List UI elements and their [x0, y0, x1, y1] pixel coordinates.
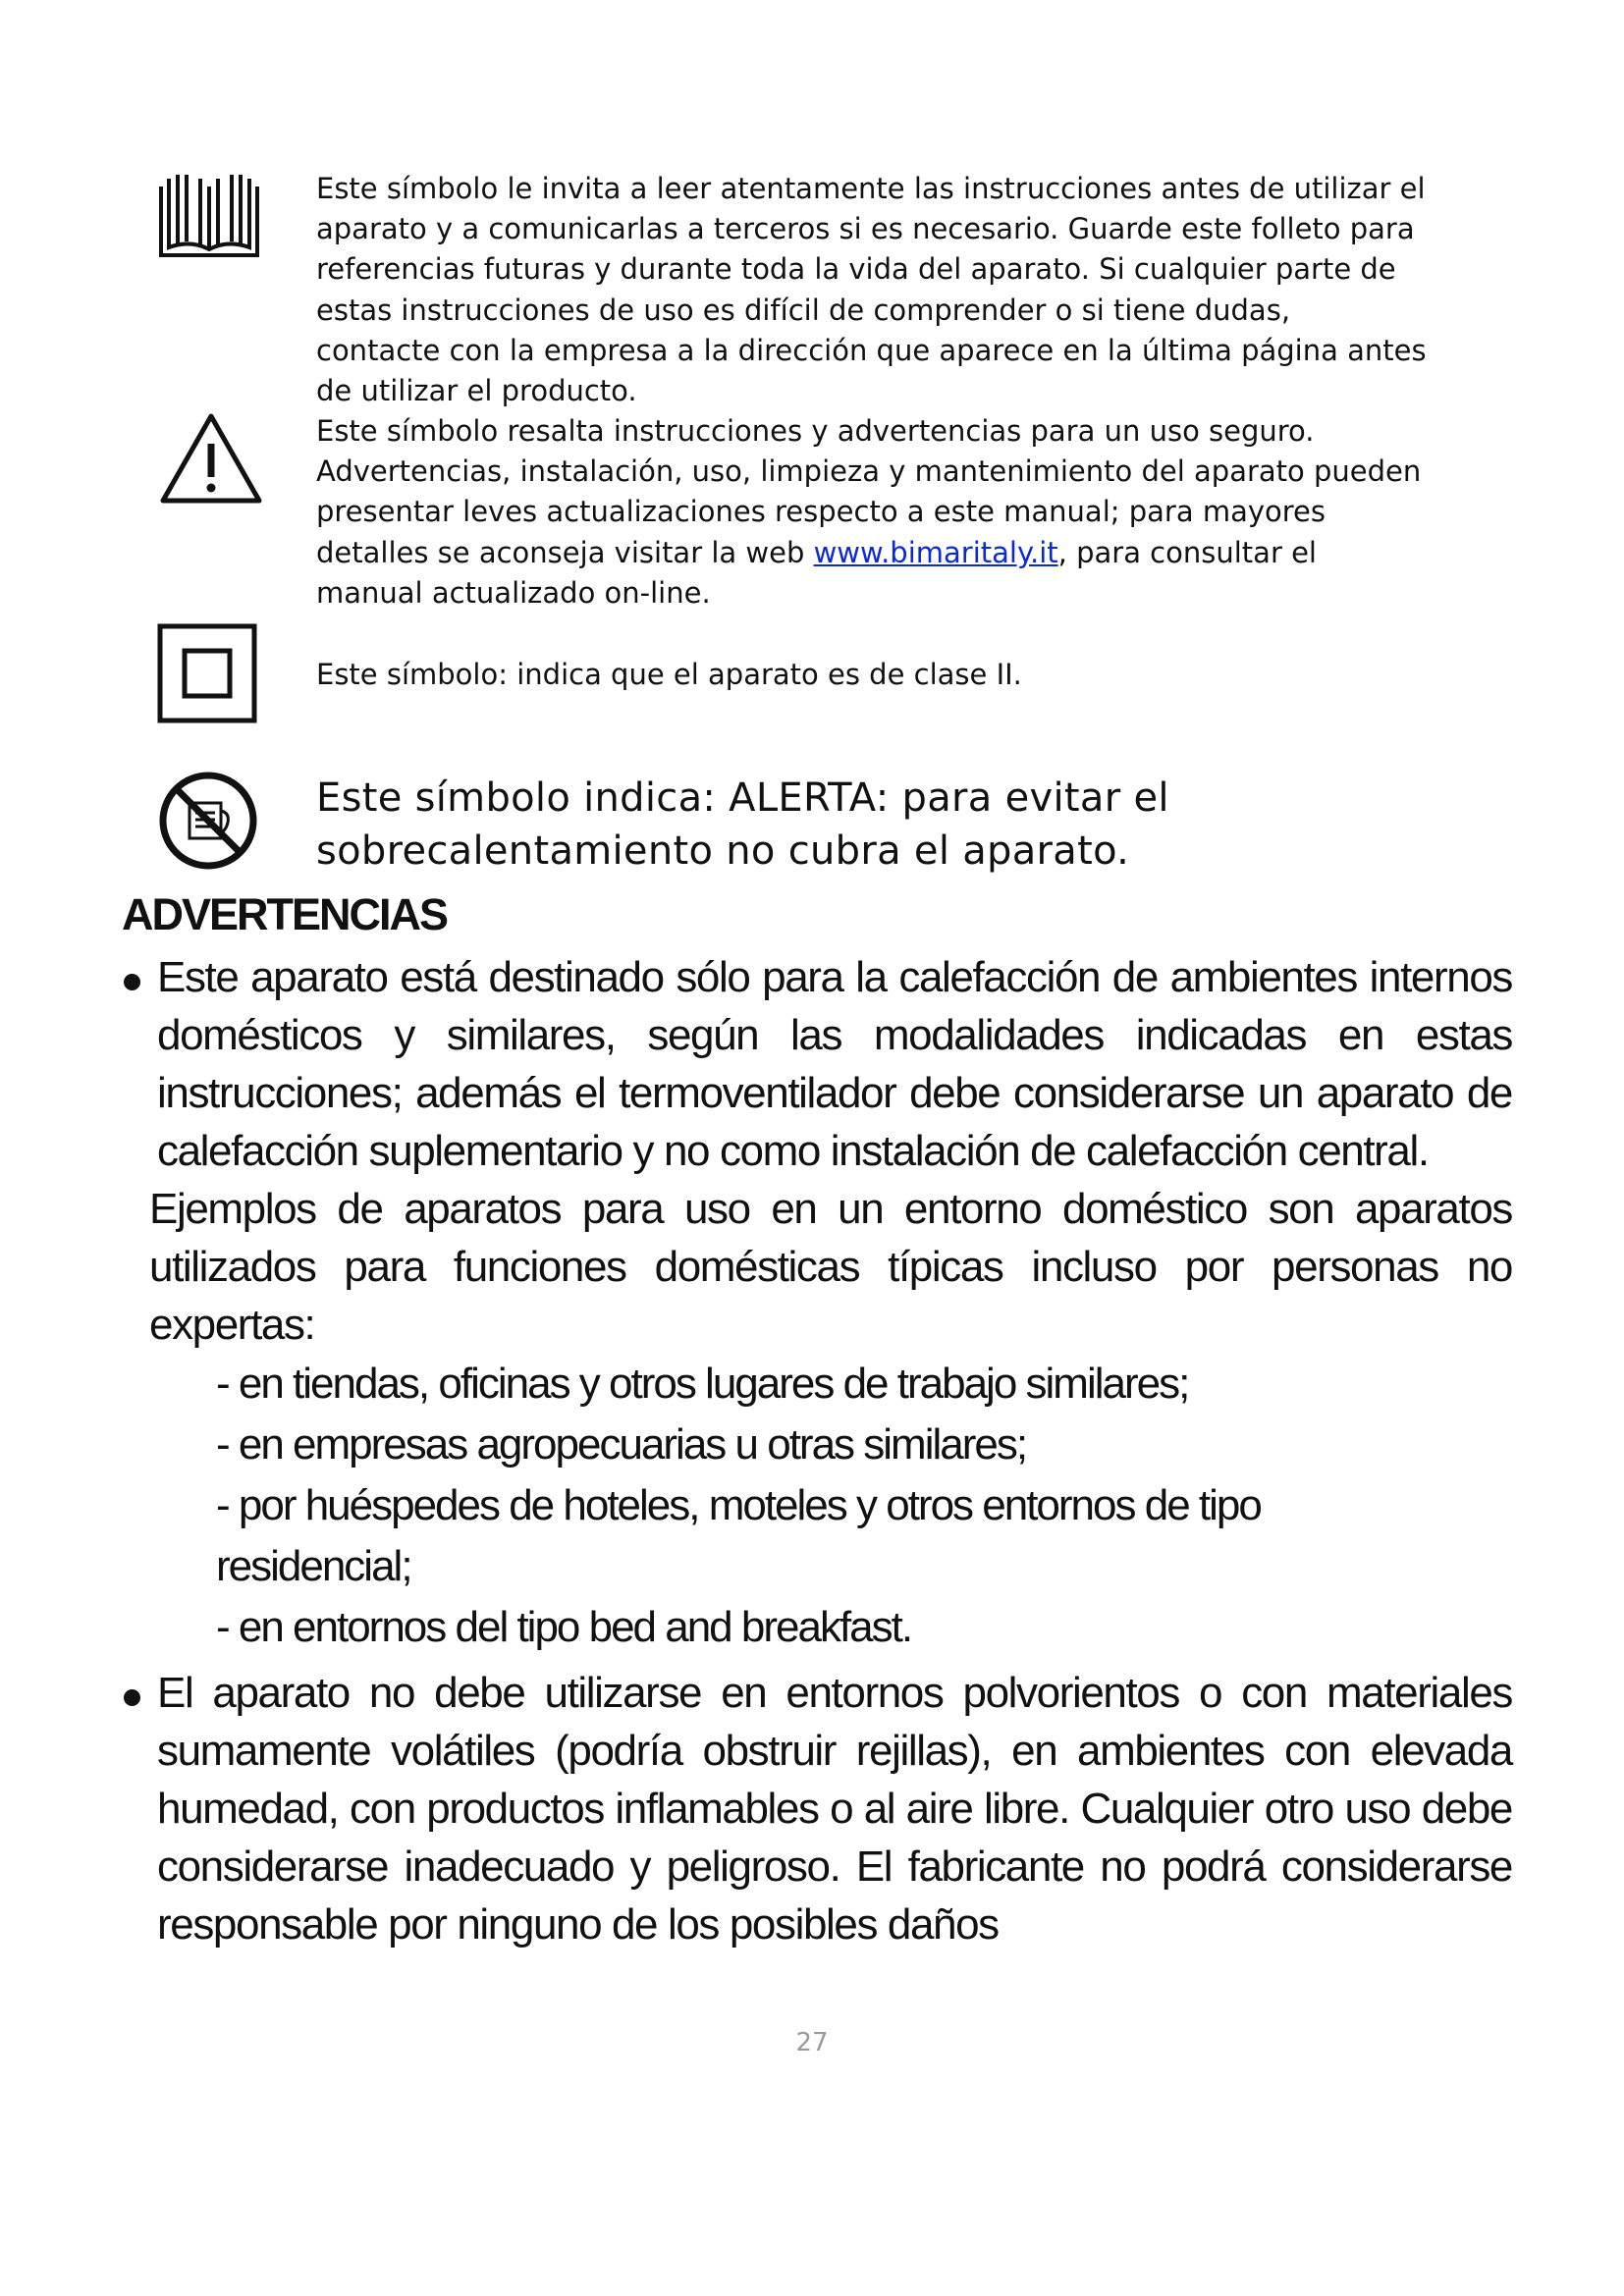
symbol-text-line — [316, 533, 1622, 573]
symbol-text-line: Este símbolo le invita a leer atentamente las instrucciones antes de utilizar el — [316, 172, 1426, 205]
example-item: - en tiendas, oficinas y otros lugares de trabajo similares; — [216, 1360, 1189, 1408]
link-suffix: , para consultar el — [1057, 535, 1317, 569]
class-ii-double-square-icon — [157, 623, 257, 723]
page-number: 27 — [795, 2028, 829, 2057]
example-item: - en entornos del tipo bed and breakfast. — [216, 1603, 912, 1651]
symbol-text-line: Este símbolo resalta instrucciones y advertencias para un uso seguro. — [316, 414, 1315, 448]
link-prefix: detalles se aconseja visitar la web — [316, 535, 814, 569]
symbol-text-line: Advertencias, instalación, uso, limpieza y mantenimiento del aparato pueden — [316, 454, 1422, 489]
symbol-text-line: de utilizar el producto. — [316, 374, 637, 408]
symbol-text-line: manual actualizado on-line. — [316, 575, 711, 610]
warning-paragraph: Este aparato está destinado sólo para la calefacción de ambientes internos domésticos y similares, según las modalidades indicadas en estas instrucciones; además el termoventilador debe considerarse un aparato de calefacción suplementario y no como instalación de calefacción central. — [157, 953, 1512, 1175]
symbol-text-line: estas instrucciones de uso es difícil de comprender o si tiene dudas, — [316, 293, 1291, 327]
symbol-text-line: referencias futuras y durante toda la vida del aparato. Si cualquier parte de — [316, 252, 1396, 287]
section-heading: ADVERTENCIAS — [122, 889, 448, 939]
list-item — [122, 948, 1512, 1180]
symbol-text-line: presentar leves actualizaciones respecto a este manual; para mayores — [316, 495, 1326, 529]
alert-text-line: sobrecalentamiento no cubra el aparato. — [316, 828, 1130, 874]
website-link[interactable]: www.bimaritaly.it — [813, 535, 1058, 569]
do-not-cover-icon — [157, 770, 259, 872]
alert-text-line: Este símbolo indica: ALERTA: para evitar el — [316, 775, 1169, 821]
warning-paragraph: El aparato no debe utilizarse en entornos polvorientos o con materiales sumamente volátiles (podría obstruir rejillas), en ambientes con elevada humedad, con productos inflamables o al aire libre. Cualquier otro uso debe considerarse inadecuado y peligroso. El fabricante no podrá considerarse responsable por ninguno de los posibles daños — [157, 1669, 1512, 1949]
examples-block — [149, 1180, 1512, 1658]
bullet-icon — [124, 974, 140, 990]
warnings-list — [122, 948, 1512, 1953]
manual-book-icon — [157, 169, 261, 259]
list-item — [122, 1664, 1512, 1953]
example-item: - en empresas agropecuarias u otras similares; — [216, 1420, 1027, 1468]
example-item: - por huéspedes de hoteles, moteles y otros entornos de tipo — [216, 1481, 1261, 1529]
example-item: residencial; — [216, 1542, 411, 1590]
examples-intro: Ejemplos de aparatos para uso en un entorno doméstico son aparatos utilizados para funciones domésticas típicas incluso por personas no expertas: — [149, 1185, 1512, 1349]
warning-triangle-icon — [157, 410, 265, 508]
bullet-icon — [124, 1689, 140, 1706]
symbol-text-line: Este símbolo: indica que el aparato es de clase II. — [316, 658, 1022, 691]
symbol-text-line: contacte con la empresa a la dirección que aparece en la última página antes — [316, 333, 1427, 367]
symbol-text-line: aparato y a comunicarlas a terceros si es necesario. Guarde este folleto para — [316, 212, 1415, 246]
